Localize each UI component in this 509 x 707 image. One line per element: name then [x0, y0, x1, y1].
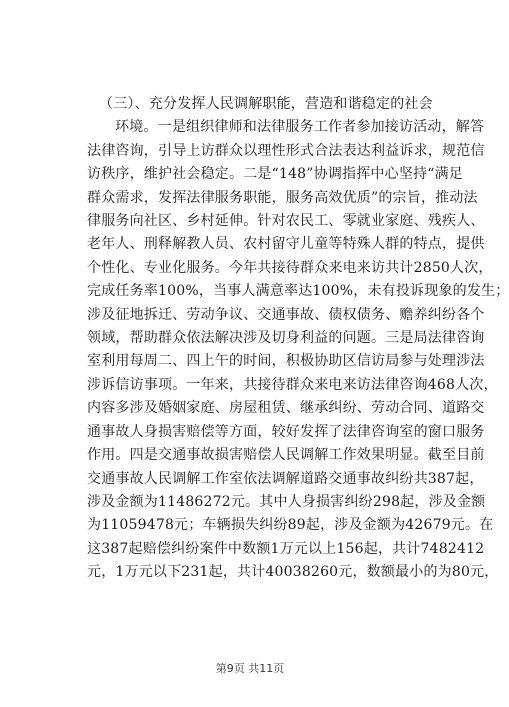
- text-line: 内容多涉及婚姻家庭、房屋租赁、继承纠纷、劳动合同、道路交: [87, 400, 485, 417]
- text-line: 领域，帮助群众依法解决涉及切身利益的问题。三是局法律咨询: [87, 330, 485, 347]
- text-line: 涉诉信访事项。一年来，共接待群众来电来访法律咨询468人次，: [87, 376, 498, 393]
- text-line: 访秩序，维护社会稳定。二是“148”协调指挥中心坚持“满足: [87, 166, 463, 183]
- text-line: 室利用每周二、四上午的时间，积极协助区信访局参与处理涉法: [87, 353, 485, 370]
- section-heading: （三）、充分发挥人民调解职能，营造和谐稳定的社会: [99, 96, 433, 112]
- text-line: 法律咨询，引导上访群众以理性形式合法表达利益诉求，规范信: [87, 142, 485, 159]
- body-text: [87, 93, 509, 585]
- text-line: 为11059478元；车辆损失纠纷89起，涉及金额为42679元。在: [87, 517, 494, 534]
- text-line: 律服务向社区、乡村延伸。针对农民工、零就业家庭、残疾人、: [87, 213, 485, 230]
- text-line: 老年人、刑释解教人员、农村留守儿童等特殊人群的特点，提供: [87, 236, 485, 253]
- page-number: 第9页 共11页: [215, 662, 285, 675]
- text-line: 个性化、专业化服务。今年共接待群众来电来访共计2850人次，: [87, 259, 493, 276]
- text-line: 涉及征地拆迁、劳动争议、交通事故、债权债务、赡养纠纷各个: [87, 306, 485, 323]
- text-line: 群众需求，发挥法律服务职能，服务高效优质”的宗旨，推动法: [87, 189, 478, 206]
- text-line: 涉及金额为11486272元。其中人身损害纠纷298起，涉及金额: [87, 493, 486, 510]
- text-line: 环境。一是组织律师和法律服务工作者参加接访活动，解答: [115, 119, 485, 136]
- text-line: 元，1万元以下231起，共计40038260元，数额最小的为80元，: [87, 564, 499, 581]
- text-line: 这387起赔偿纠纷案件中数额1万元以上156起，共计7482412: [87, 540, 485, 557]
- text-line: 完成任务率100%，当事人满意率达100%，未有投诉现象的发生；: [87, 283, 509, 300]
- text-line: 交通事故人民调解工作室依法调解道路交通事故纠纷共387起，: [87, 470, 484, 487]
- text-line: 作用。四是交通事故损害赔偿人民调解工作效果明显。截至目前: [87, 447, 485, 464]
- text-line: 通事故人身损害赔偿等方面，较好发挥了法律咨询室的窗口服务: [87, 423, 485, 440]
